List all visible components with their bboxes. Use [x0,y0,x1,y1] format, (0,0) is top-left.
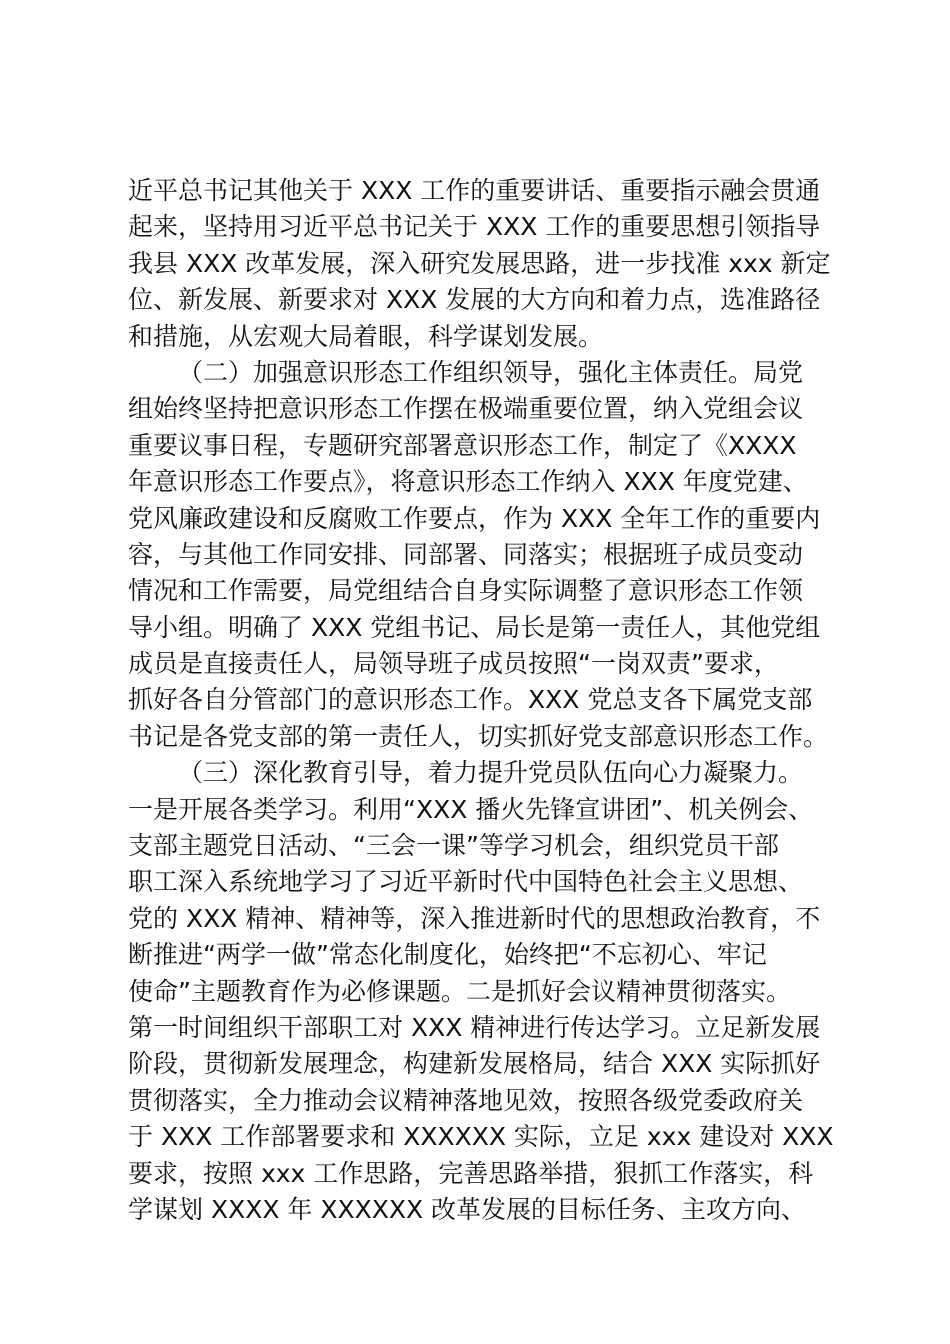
text-line: 抓好各自分管部门的意识形态工作。XXX 党总支各下属党支部 [128,685,813,715]
text-line: 位、新发展、新要求对 XXX 发展的大方向和着力点，选准路径 [128,285,821,315]
text-line: 职工深入系统地学习了习近平新时代中国特色社会主义思想、 [128,867,804,897]
text-line: 我县 XXX 改革发展，深入研究发展思路，进一步找准 xxx 新定 [128,248,831,278]
text-line: 使命”主题教育作为必修课题。二是抓好会议精神贯彻落实。 [128,976,791,1006]
section-heading-line: （二）加强意识形态工作组织领导，强化主体责任。局党 [178,357,804,387]
text-line: 容，与其他工作同安排、同部署、同落实；根据班子成员变动 [128,539,804,569]
text-line: 书记是各党支部的第一责任人，切实抓好党支部意识形态工作。 [128,721,829,751]
section-heading-line: （三）深化教育引导，着力提升党员队伍向心力凝聚力。 [178,758,804,788]
text-line: 导小组。明确了 XXX 党组书记、局长是第一责任人，其他党组 [128,612,821,642]
text-line: 断推进“两学一做”常态化制度化，始终把“不忘初心、牢记 [128,940,767,970]
text-line: 成员是直接责任人，局领导班子成员按照“一岗双责”要求， [128,649,779,679]
text-line: 重要议事日程，专题研究部署意识形态工作，制定了《XXXX [128,430,797,460]
text-line: 党风廉政建设和反腐败工作要点，作为 XXX 全年工作的重要内 [128,503,821,533]
text-line: 支部主题党日活动、“三会一课”等学习机会，组织党员干部 [128,831,779,861]
text-line: 组始终坚持把意识形态工作摆在极端重要位置，纳入党组会议 [128,394,804,424]
text-line: 情况和工作需要，局党组结合自身实际调整了意识形态工作领 [128,576,804,606]
text-line: 要求，按照 xxx 工作思路，完善思路举措，狠抓工作落实，科 [128,1158,814,1188]
text-line: 年意识形态工作要点》，将意识形态工作纳入 XXX 年度党建、 [128,467,808,497]
body-text [128,173,848,1228]
text-line: 第一时间组织干部职工对 XXX 精神进行传达学习。立足新发展 [128,1012,821,1042]
text-line: 阶段，贯彻新发展理念，构建新发展格局，结合 XXX 实际抓好 [128,1049,821,1079]
text-line: 起来，坚持用习近平总书记关于 XXX 工作的重要思想引领指导 [128,212,821,242]
text-line: 学谋划 XXXX 年 XXXXXX 改革发展的目标任务、主攻方向、 [128,1194,807,1224]
text-line: 和措施，从宏观大局着眼，科学谋划发展。 [128,321,604,351]
text-line: 近平总书记其他关于 XXX 工作的重要讲话、重要指示融会贯通 [128,176,821,205]
text-line: 贯彻落实，全力推动会议精神落地见效，按照各级党委政府关 [128,1085,804,1115]
text-line: 于 XXX 工作部署要求和 XXXXXX 实际，立足 xxx 建设对 XXX [128,1122,834,1152]
text-line: 一是开展各类学习。利用“XXX 播火先锋宣讲团”、机关例会、 [128,794,814,824]
text-line: 党的 XXX 精神、精神等，深入推进新时代的思想政治教育，不 [128,903,821,933]
